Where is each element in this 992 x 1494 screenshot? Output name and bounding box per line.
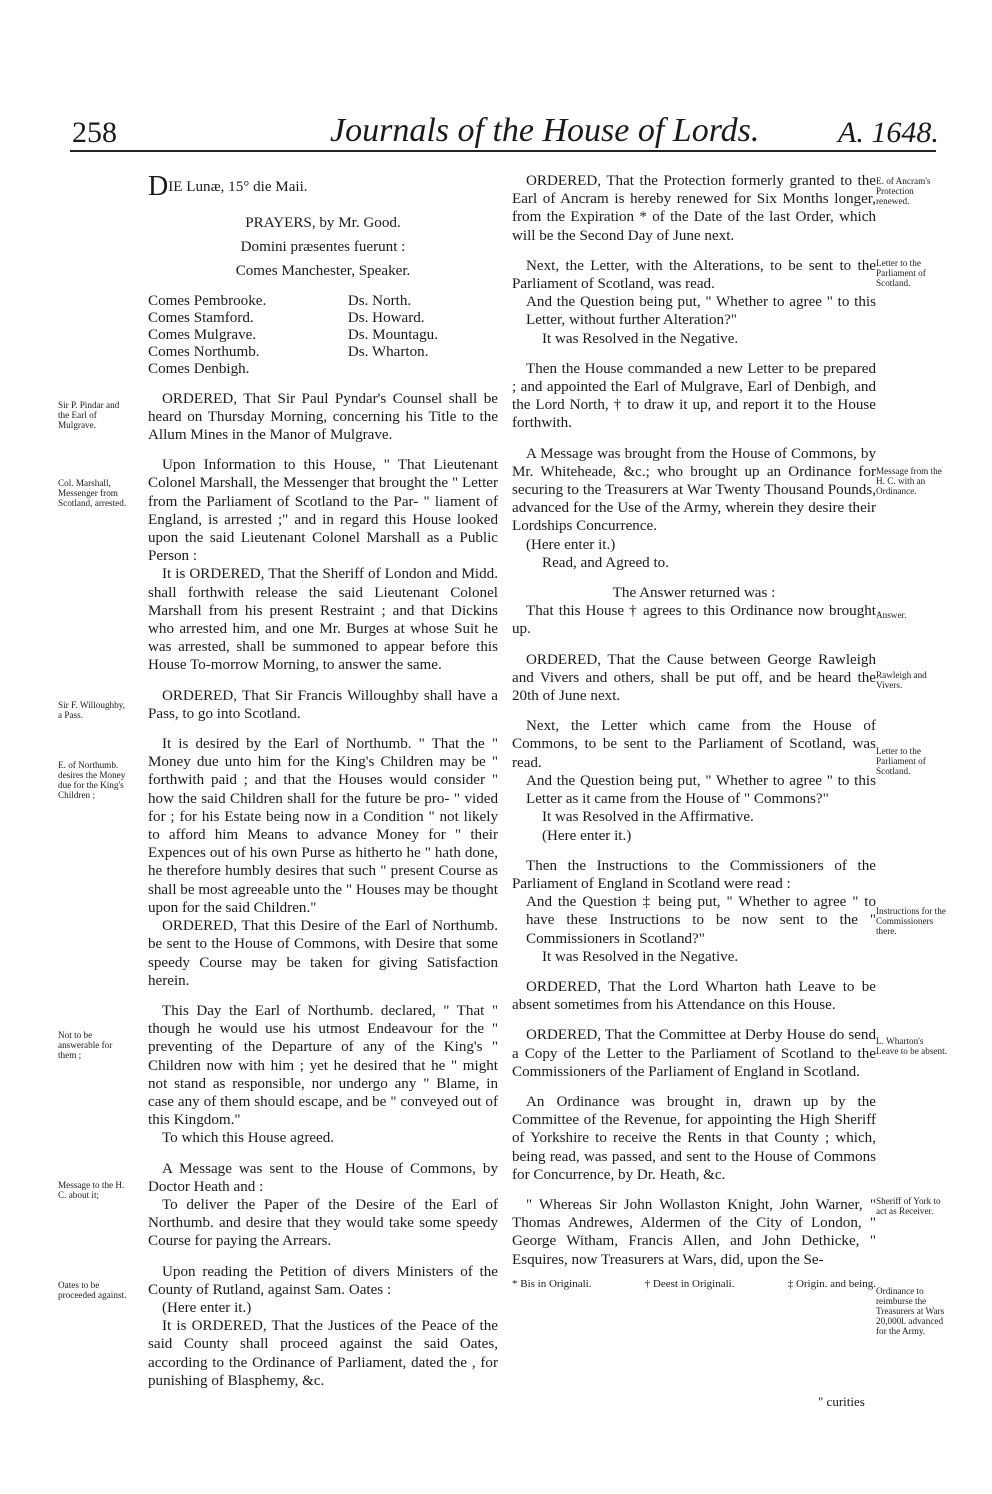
lord-name: Ds. Mountagu. (347, 326, 438, 343)
page-number: 258 (72, 116, 117, 149)
margin-note: E. of Ancram's Protection renewed. (876, 176, 931, 206)
entry-wharton: ORDERED, That the Lord Wharton hath Leave to be absent sometimes from his Attendance on this House. (512, 978, 876, 1014)
entry-here-enter: (Here enter it.) (542, 827, 632, 844)
entry-read-agreed: Read, and Agreed to. (542, 554, 669, 571)
lord-name: Ds. North. (347, 292, 412, 309)
footnote: * Bis in Originali. (512, 1277, 592, 1290)
drop-initial: D (148, 171, 169, 202)
present-line: Domini præsentes fuerunt : (240, 239, 406, 256)
entry-question: And the Question being put, " Whether to agree " to this Letter as it came from the House of " Commons?" (526, 772, 876, 808)
margin-note: Not to be answerable for them ; (58, 1030, 113, 1060)
margin-note: Message to the H. C. about it; (58, 1180, 125, 1200)
margin-note: Letter to the Parliament of Scotland. (876, 746, 926, 776)
margin-note: Sheriff of York to act as Receiver. (876, 1196, 941, 1216)
entry-pindar: ORDERED, That Sir Paul Pyndar's Counsel shall be heard on Thursday Morning, concerning his Title to the Allum Mines in the Manor of Mulgrave. (148, 390, 498, 444)
entry-instructions: Then the Instructions to the Commissioners of the Parliament of England in Scotland were read : (512, 857, 876, 892)
date-line: DIE Lunæ, 15° die Maii. (148, 171, 308, 202)
entry-rawleigh: ORDERED, That the Cause between George Rawleigh and Vivers and others, shall be put off, and be heard the 20th of June next. (512, 651, 876, 705)
entry-question: And the Question ‡ being put, " Whether to agree " to have these Instructions to be now sent to the " Commissioners in Scotland?" (526, 894, 876, 947)
entry-here-enter: (Here enter it.) (162, 1299, 252, 1316)
entry-marshall-info: Upon Information to this House, " That Lieutenant Colonel Marshall, the Messenger that brought the " Letter from the Parliament of Scotland to the Par- " liament of England, is arrested ;" and in regard this House looked upon the said Lieutenant Colonel Marshall as a Public Person : (148, 457, 498, 565)
margin-note: Answer. (876, 610, 907, 620)
footnotes (512, 1277, 876, 1291)
entry-here-enter: (Here enter it.) (526, 536, 616, 553)
entry-message-commons: A Message was brought from the House of Commons, by Mr. Whiteheade, &c.; who brought up an Ordinance for securing to the Treasurers at War Twenty Thousand Pounds, advanced for the Use of the Army, wherein they desire their Lordships Concurrence. (512, 445, 876, 535)
margin-note: L. Wharton's Leave to be absent. (876, 1036, 947, 1056)
margin-note: Oates to be proceeded against. (58, 1280, 127, 1300)
entry-new-letter: Then the House commanded a new Letter to be prepared ; and appointed the Earl of Mulgrave, Earl of Denbigh, and the Lord North, † to draw it up, and report it to the House forthwith. (512, 360, 876, 432)
entry-willoughby: ORDERED, That Sir Francis Willoughby shall have a Pass, to go into Scotland. (148, 687, 498, 722)
lord-name: Comes Denbigh. (148, 360, 250, 377)
entry-marshall-order: It is ORDERED, That the Sheriff of London and Midd. shall forthwith release the said Lieutenant Colonel Marshall from his present Restraint ; and that Dickins who arrested him, and one Mr. Burges at whose Suit he was arrested, shall be summoned to appear before this House To-morrow Morning, to answer the same. (148, 566, 498, 674)
entry-resolved: It was Resolved in the Affirmative. (542, 809, 754, 826)
entry-whereas: " Whereas Sir John Wollaston Knight, John Warner, " Thomas Andrewes, Aldermen of the City of London, " George Witham, Francis Allen, and John Dethicke, " Esquires, now Treasurers at Wars, did, upon the Se- (512, 1196, 876, 1268)
entry-northumb-declared: This Day the Earl of Northumb. declared, " That " though he would use his utmost Endeavour for the " preventing of the Departure of any of the King's " Children now with him ; yet he desired that he " might not stand as responsible, nor undergo any " Blame, in case any of them should escape, and be " conveyed out of this Kingdom." (148, 1002, 498, 1129)
entry-house-agreed: To which this House agreed. (162, 1130, 335, 1147)
entry-answer-returned: The Answer returned was : (612, 585, 776, 602)
lord-name: Comes Northumb. (148, 343, 260, 360)
entry-answer: That this House † agrees to this Ordinance now brought up. (512, 603, 876, 638)
margin-note: Letter to the Parliament of Scotland. (876, 258, 926, 288)
entry-ordinance-revenue: An Ordinance was brought in, drawn up by the Committee of the Revenue, for appointing the High Sheriff of Yorkshire to receive the Rents in that County ; which, being read, was passed, and sent to the House of Commons for Concurrence, by Dr. Heath, &c. (512, 1093, 876, 1183)
entry-resolved: It was Resolved in the Negative. (542, 330, 739, 347)
footnote: ‡ Origin. and being. (787, 1277, 876, 1290)
entry-northumb-desire: It is desired by the Earl of Northumb. " That the " Money due unto him for the King's Children may be " forthwith paid ; and that the Houses would consider " how the said Children shall for the future be pro- " vided for ; for his Estate being now in a Condition " not likely to afford him Means to advance Money for " their Expences out of his own Purse as hitherto he " hath done, he therefore humbly desires that such " present Course as shall be most agreeable unto the " Houses may be thought upon for the said Children." (148, 736, 498, 916)
margin-note: E. of Northumb. desires the Money due for the King's Children ; (58, 760, 126, 800)
entry-deliver-paper: To deliver the Paper of the Desire of the Earl of Northumb. and desire that they would take some speedy Course for paying the Arrears. (148, 1196, 498, 1250)
footnote: † Deest in Originali. (644, 1277, 735, 1290)
margin-note: Rawleigh and Vivers. (876, 670, 927, 690)
margin-note: Sir F. Willoughby, a Pass. (58, 700, 126, 720)
margin-note: Instructions for the Commissioners there. (876, 906, 946, 936)
entry-northumb-order: ORDERED, That this Desire of the Earl of Northumb. be sent to the House of Commons, with Desire that some speedy Course may be taken for giving Satisfaction herein. (148, 918, 498, 989)
right-column (512, 172, 876, 1291)
entry-derby-house: ORDERED, That the Committee at Derby House do send a Copy of the Letter to the Parliament of Scotland to the Commissioners of the Parliament of England in Scotland. (512, 1027, 876, 1080)
speaker-line: Comes Manchester, Speaker. (235, 263, 411, 280)
margin-note: Sir P. Pindar and the Earl of Mulgrave. (58, 400, 120, 430)
page-header (0, 112, 992, 160)
entry-resolved: It was Resolved in the Negative. (542, 948, 739, 965)
lords-present-list (148, 293, 498, 378)
lord-name: Comes Mulgrave. (148, 326, 257, 343)
lord-name: Comes Pembrooke. (148, 292, 267, 309)
entry-message-sent: A Message was sent to the House of Commons, by Doctor Heath and : (148, 1160, 498, 1195)
earls-list (148, 293, 266, 378)
journal-year: A. 1648. (838, 116, 939, 149)
lord-name: Ds. Howard. (347, 309, 425, 326)
catchword: " curities (818, 1394, 865, 1409)
entry-question: And the Question being put, " Whether to agree " to this Letter, without further Alteration?" (526, 294, 876, 329)
barons-list (348, 293, 438, 378)
journal-title: Journals of the House of Lords. (330, 112, 760, 149)
margin-note: Message from the H. C. with an Ordinance. (876, 466, 942, 496)
entry-oates-petition: Upon reading the Petition of divers Ministers of the County of Rutland, against Sam. Oates : (148, 1263, 498, 1298)
entry-oates-order: It is ORDERED, That the Justices of the Peace of the said County shall proceed against the said Oates, according to the Ordinance of Parliament, dated the , for punishing of Blasphemy, &c. (148, 1318, 498, 1389)
left-column (148, 172, 498, 1390)
lord-name: Ds. Wharton. (347, 343, 429, 360)
margin-note: Ordinance to reimburse the Treasurers at Wars 20,000l. advanced for the Army. (876, 1286, 945, 1336)
header-rule (70, 150, 936, 152)
lord-name: Comes Stamford. (148, 309, 254, 326)
prayers-line: PRAYERS, by Mr. Good. (245, 215, 401, 231)
margin-note: Col. Marshall, Messenger from Scotland, arrested. (58, 478, 127, 508)
entry-letter-read: Next, the Letter, with the Alterations, to be sent to the Parliament of Scotland, was read. (512, 257, 876, 293)
entry-letter-commons: Next, the Letter which came from the House of Commons, to be sent to the Parliament of Scotland, was read. (512, 718, 876, 771)
entry-ancram: ORDERED, That the Protection formerly granted to the Earl of Ancram is hereby renewed for Six Months longer, from the Expiration * of the Date of the last Order, which will be the Second Day of June next. (512, 173, 876, 244)
